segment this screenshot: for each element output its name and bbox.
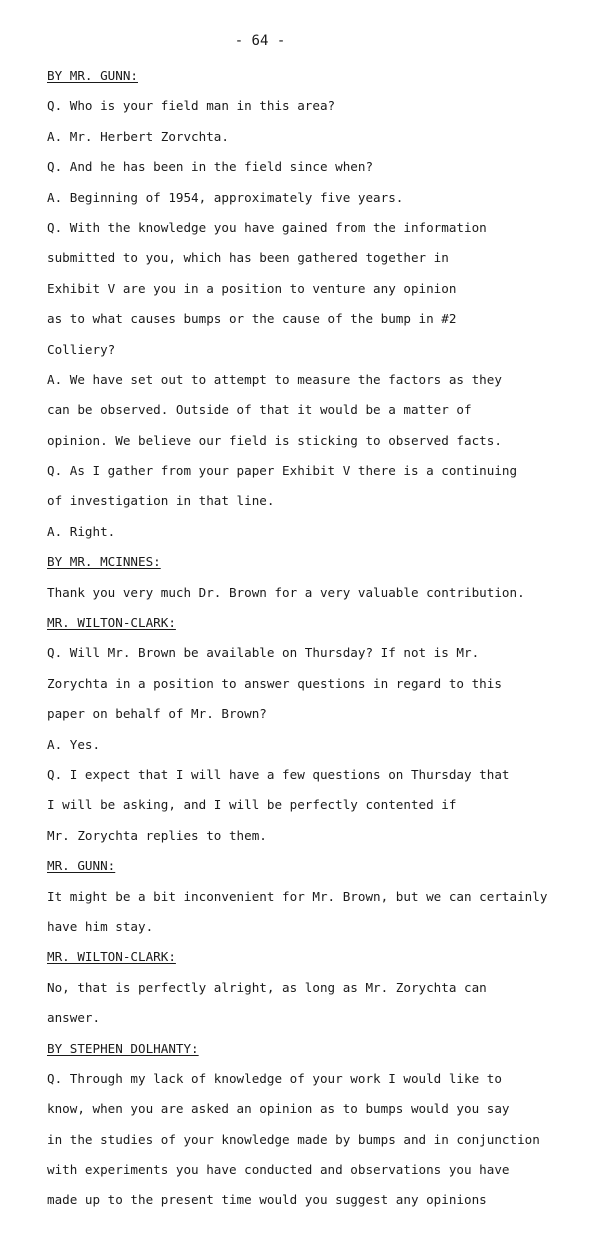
transcript-line: A. Yes.	[47, 736, 101, 752]
transcript-line: Q. Through my lack of knowledge of your work I would like to	[47, 1070, 502, 1086]
transcript-line: Exhibit V are you in a position to venture any opinion	[47, 280, 457, 296]
transcript-line: with experiments you have conducted and observations you have	[47, 1162, 510, 1178]
transcript-line: in the studies of your knowledge made by bumps and in conjunction	[47, 1131, 540, 1147]
transcript-line: Thank you very much Dr. Brown for a very valuable contribution.	[47, 584, 525, 600]
speaker-heading: MR. WILTON-CLARK:	[47, 949, 176, 965]
speaker-heading: BY STEPHEN DOLHANTY:	[47, 1040, 199, 1056]
transcript-line: Q. As I gather from your paper Exhibit V there is a continuing	[47, 463, 518, 479]
transcript-line: A. Right.	[47, 523, 116, 539]
transcript-line: know, when you are asked an opinion as to bumps would you say	[47, 1101, 510, 1117]
transcript-line: answer.	[47, 1010, 101, 1026]
transcript-line: Q. I expect that I will have a few questions on Thursday that	[47, 766, 510, 782]
speaker-heading: BY MR. MCINNES:	[47, 554, 161, 570]
transcript-line: as to what causes bumps or the cause of the bump in #2	[47, 311, 457, 327]
speaker-heading: MR. GUNN:	[47, 858, 116, 874]
page-number: - 64 -	[234, 33, 286, 49]
transcript-line: Mr. Zorychta replies to them.	[47, 827, 267, 843]
speaker-heading: MR. WILTON-CLARK:	[47, 615, 176, 631]
transcript-line: opinion. We believe our field is sticking to observed facts.	[47, 432, 502, 448]
transcript-line: It might be a bit inconvenient for Mr. Brown, but we can certainly	[47, 888, 548, 904]
transcript-line: No, that is perfectly alright, as long as Mr. Zorychta can	[47, 979, 487, 995]
transcript-line: Q. And he has been in the field since when?	[47, 159, 374, 175]
transcript-line: submitted to you, which has been gathered together in	[47, 250, 449, 266]
transcript-line: Q. Will Mr. Brown be available on Thursday? If not is Mr.	[47, 645, 480, 661]
transcript-line: Q. Who is your field man in this area?	[47, 98, 336, 114]
speaker-heading: BY MR. GUNN:	[47, 68, 138, 83]
transcript-line: have him stay.	[47, 918, 154, 934]
transcript-line: Q. With the knowledge you have gained from the information	[47, 219, 487, 235]
transcript-line: Zorychta in a position to answer questions in regard to this	[47, 675, 502, 691]
transcript-line: Colliery?	[47, 341, 116, 357]
transcript-line: I will be asking, and I will be perfectly contented if	[47, 797, 457, 813]
transcript-line: made up to the present time would you suggest any opinions	[47, 1192, 487, 1208]
transcript-line: A. Beginning of 1954, approximately five years.	[47, 189, 404, 205]
transcript-line: can be observed. Outside of that it would be a matter of	[47, 402, 472, 418]
transcript-body	[47, 68, 592, 1223]
transcript-line: of investigation in that line.	[47, 493, 275, 509]
transcript-line: A. Mr. Herbert Zorvchta.	[47, 128, 229, 144]
transcript-line: paper on behalf of Mr. Brown?	[47, 706, 267, 722]
transcript-line: A. We have set out to attempt to measure the factors as they	[47, 371, 502, 387]
